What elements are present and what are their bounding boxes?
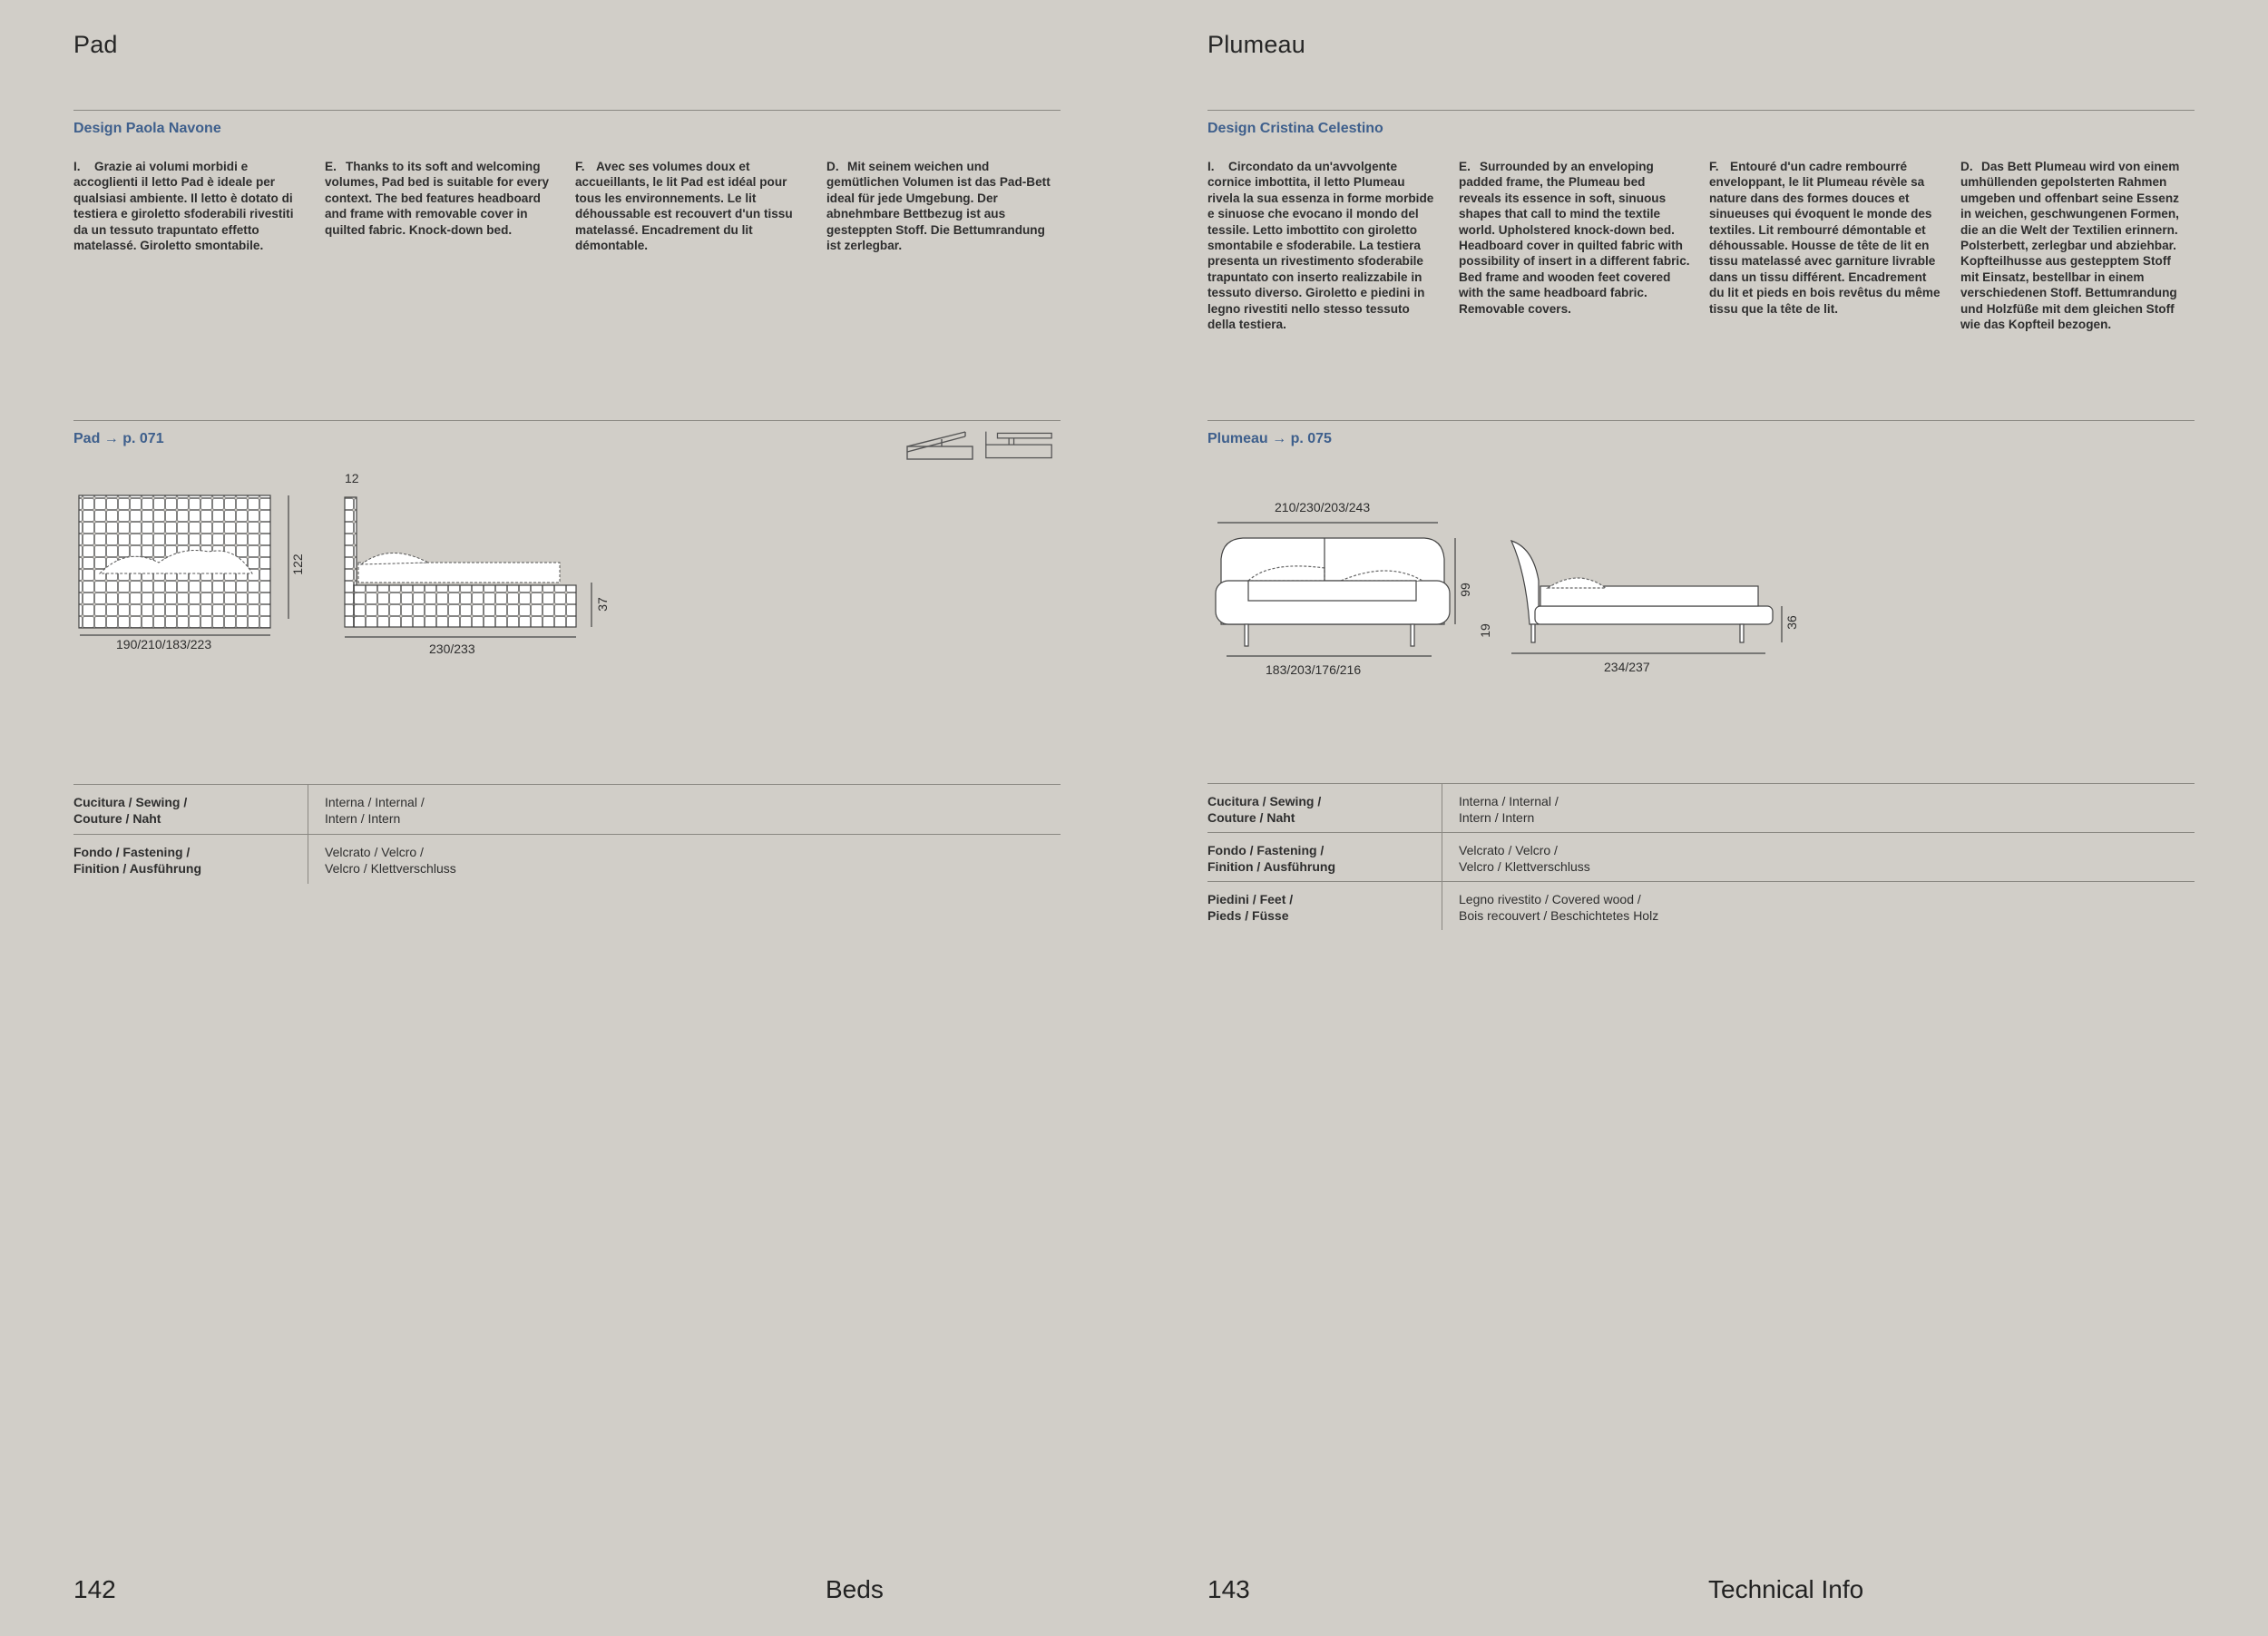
- lang-label: F.: [1709, 160, 1719, 173]
- plumeau-front-view: [1216, 523, 1455, 656]
- lang-label: I.: [1207, 160, 1215, 173]
- description-italian: [1207, 159, 1439, 332]
- designer-credit: Design Cristina Celestino: [1207, 121, 1383, 136]
- description-english: [325, 159, 556, 238]
- page-reference-link[interactable]: Plumeau → p. 075: [1207, 431, 1332, 446]
- divider: [1207, 420, 2195, 421]
- spec-row: [1207, 832, 2195, 881]
- spec-key: Fondo / Fastening / Finition / Ausführung: [73, 845, 202, 876]
- dimension-label: 230/233: [429, 642, 475, 656]
- product-title: Plumeau: [1207, 31, 1305, 58]
- lang-label: E.: [325, 160, 337, 173]
- spec-table: [1207, 783, 2195, 930]
- page-number: 143: [1207, 1575, 1250, 1603]
- lang-label: F.: [575, 160, 585, 173]
- lang-label: I.: [73, 160, 81, 173]
- dimension-label: 19: [1478, 623, 1492, 638]
- spec-row: [73, 784, 1061, 834]
- spec-value: Interna / Internal / Intern / Intern: [325, 795, 425, 826]
- product-title: Pad: [73, 31, 118, 58]
- spec-value: Interna / Internal / Intern / Intern: [1459, 794, 1559, 825]
- page-reference-link[interactable]: Pad → p. 071: [73, 431, 164, 446]
- dimension-label: 190/210/183/223: [116, 637, 212, 651]
- pad-technical-drawing: [0, 463, 1134, 671]
- divider: [73, 420, 1061, 421]
- lang-label: D.: [826, 160, 839, 173]
- spec-key: Fondo / Fastening / Finition / Ausführung: [1207, 843, 1336, 874]
- right-page: [1134, 0, 2268, 1636]
- storage-open-icon: [984, 428, 1053, 463]
- dimension-label: 36: [1784, 615, 1799, 630]
- description-text: Mit seinem weichen und gemütlichen Volumen ist das Pad-Bett ideal für jede Umgebung. Der abnehmbare Bettbezug ist aus gesteppten Stoff. Die Bettumrandung ist zerlegbar.: [826, 160, 1051, 253]
- spec-key: Piedini / Feet / Pieds / Füsse: [1207, 892, 1294, 923]
- divider: [73, 110, 1061, 111]
- dimension-label: 37: [595, 597, 610, 612]
- dimension-label: 12: [345, 471, 359, 485]
- description-text: Surrounded by an enveloping padded frame, the Plumeau bed reveals its essence in soft, sinuous shapes that call to mind the textile world. Upholstered knock-down bed. Headboard cover in quilted fabric with possibility of insert in a different fabric. Bed frame and wooden feet covered with the same headboard fabric. Removable covers.: [1459, 160, 1690, 316]
- description-text: Entouré d'un cadre rembourré enveloppant, le lit Plumeau révèle sa nature dans des formes douces et sinueuses qui évoquent le monde des textiles. Lit rembourré démontable et déhoussable. Housse de tête de lit en tissu matelassé avec garniture livrable dans un tissu différent. Encadrement du lit et pieds en bois revêtus du même tissu que la tête de lit.: [1709, 160, 1941, 316]
- description-text: Grazie ai volumi morbidi e accoglienti il letto Pad è ideale per qualsiasi ambiente. Il letto è dotato di testiera e giroletto sfoderabili rivestiti da un tessuto trapuntato effetto matelassé. Giroletto smontabile.: [73, 160, 294, 253]
- dimension-label: 99: [1458, 583, 1472, 597]
- description-french: [575, 159, 807, 253]
- dimension-label: 234/237: [1604, 660, 1650, 674]
- spec-value: Legno rivestito / Covered wood / Bois recouvert / Beschichtetes Holz: [1459, 892, 1659, 923]
- spec-table: [73, 784, 1061, 884]
- spec-value: Velcrato / Velcro / Velcro / Klettverschluss: [325, 845, 456, 876]
- designer-credit: Design Paola Navone: [73, 121, 221, 136]
- description-text: Das Bett Plumeau wird von einem umhüllenden gepolsterten Rahmen umgeben und offenbart seine Essenz in weichen, geschwungenen Formen, die an die Welt der Textilien erinnern. Polsterbett, zerlegbar und abziehbar. Kopfteilhusse aus gestepptem Stoff mit Einsatz, bestellbar in einem verschiedenen Stoff. Bettumrandung und Holzfüße mit dem gleichen Stoff wie das Kopfteil bezogen.: [1960, 160, 2180, 332]
- spec-row: [1207, 881, 2195, 930]
- section-title: Technical Info: [1708, 1575, 1864, 1603]
- dimension-label: 210/230/203/243: [1275, 500, 1371, 514]
- spec-row: [1207, 783, 2195, 832]
- plumeau-side-view: [1511, 541, 1782, 653]
- storage-lift-icon: [905, 428, 974, 463]
- description-text: Thanks to its soft and welcoming volumes, Pad bed is suitable for every context. The bed features headboard and frame with removable cover in quilted fabric. Knock-down bed.: [325, 160, 550, 237]
- description-text: Avec ses volumes doux et accueillants, le lit Pad est idéal pour tous les environnements. Le lit déhoussable est recouvert d'un tissu matelassé. Encadrement du lit démontable.: [575, 160, 793, 253]
- description-german: [1960, 159, 2192, 332]
- description-german: [826, 159, 1058, 253]
- spec-key: Cucitura / Sewing / Couture / Naht: [73, 795, 188, 826]
- description-italian: [73, 159, 305, 253]
- page-number: 142: [73, 1575, 116, 1603]
- section-title: Beds: [826, 1575, 884, 1603]
- spec-key: Cucitura / Sewing / Couture / Naht: [1207, 794, 1322, 825]
- pad-side-view: [345, 497, 591, 637]
- dimension-label: 183/203/176/216: [1266, 662, 1362, 677]
- spec-row: [73, 834, 1061, 884]
- plumeau-technical-drawing: [1134, 490, 2268, 690]
- divider: [1207, 110, 2195, 111]
- spec-value: Velcrato / Velcro / Velcro / Klettverschluss: [1459, 843, 1590, 874]
- lang-label: E.: [1459, 160, 1471, 173]
- dimension-label: 122: [290, 553, 305, 575]
- pad-front-view: [79, 495, 288, 635]
- lang-label: D.: [1960, 160, 1973, 173]
- description-french: [1709, 159, 1941, 317]
- description-english: [1459, 159, 1690, 317]
- description-text: Circondato da un'avvolgente cornice imbottita, il letto Plumeau rivela la sua essenza in forme morbide e sinuose che evocano il mondo del tessile. Letto imbottito con giroletto smontabile e sfoderabile. La testiera presenta un rivestimento sfoderabile trapuntato con inserto realizzabile in tessuto diverso. Giroletto e piedini in legno rivestiti nello stesso tessuto della testiera.: [1207, 160, 1434, 332]
